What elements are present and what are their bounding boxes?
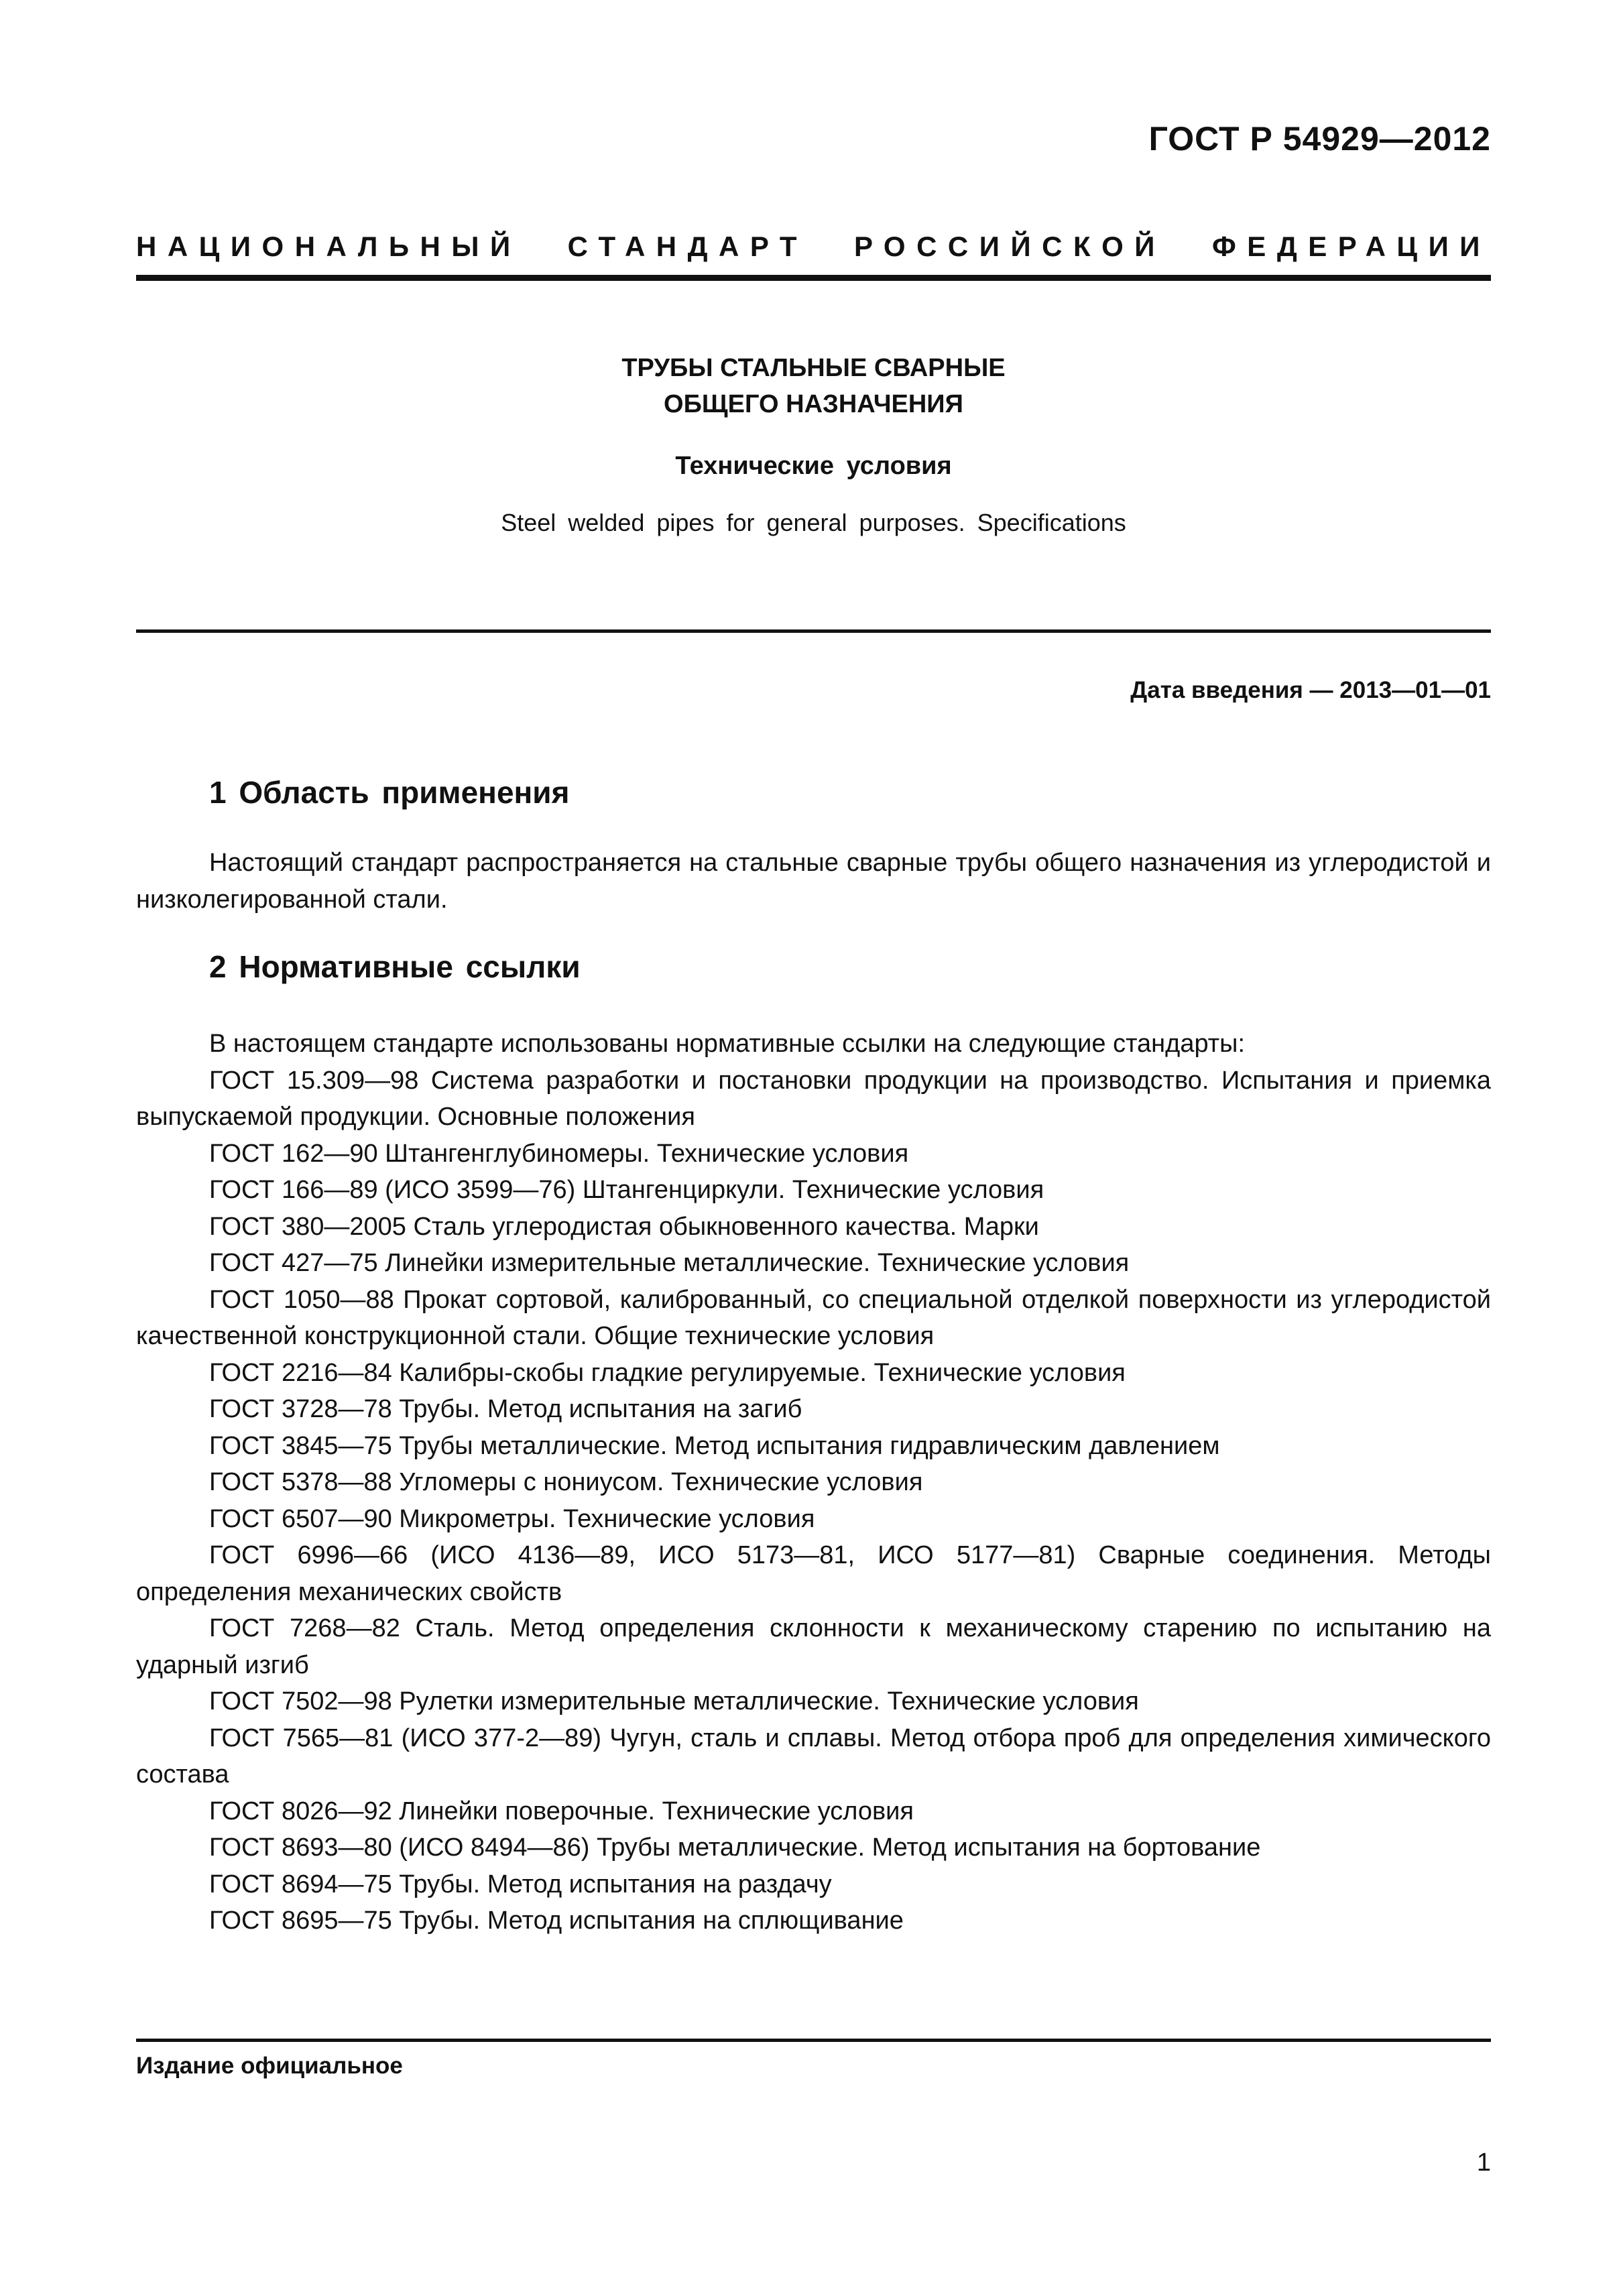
reference-item: ГОСТ 7502—98 Рулетки измерительные металлические. Технические условия (209, 1687, 1139, 1715)
section-1-body (136, 845, 1491, 918)
reference-item: ГОСТ 3728—78 Трубы. Метод испытания на загиб (209, 1395, 802, 1423)
national-title-word: ФЕДЕРАЦИИ (1211, 231, 1491, 262)
page-number: 1 (1476, 2149, 1491, 2177)
section-1-heading: 1 Область применения (209, 775, 570, 810)
reference-item: ГОСТ 8693—80 (ИСО 8494—86) Трубы металлические. Метод испытания на бортование (209, 1833, 1261, 1862)
footer-divider (136, 2039, 1491, 2042)
reference-item: ГОСТ 8694—75 Трубы. Метод испытания на раздачу (209, 1870, 832, 1898)
reference-item: ГОСТ 166—89 (ИСО 3599—76) Штангенциркули. Технические условия (209, 1176, 1044, 1204)
paragraph: Настоящий стандарт распространяется на стальные сварные трубы общего назначения из углеродистой и низколегированной стали. (136, 849, 1491, 914)
reference-item: ГОСТ 1050—88 Прокат сортовой, калиброванный, со специальной отделкой поверхности из углеродистой качественной конструкционной стали. Общие технические условия (136, 1285, 1491, 1350)
section-2-body (136, 1026, 1491, 1939)
national-standard-title (136, 231, 1491, 263)
title-divider (136, 629, 1491, 633)
introduction-date: Дата введения — 2013—01—01 (1130, 677, 1491, 703)
title-block (136, 350, 1491, 537)
reference-item: ГОСТ 7565—81 (ИСО 377-2—89) Чугун, сталь и сплавы. Метод отбора проб для определения химического состава (136, 1724, 1491, 1789)
reference-item: ГОСТ 380—2005 Сталь углеродистая обыкновенного качества. Марки (209, 1212, 1039, 1241)
english-title: Steel welded pipes for general purposes. Specifications (501, 509, 1126, 536)
reference-item: ГОСТ 6507—90 Микрометры. Технические условия (209, 1504, 815, 1533)
reference-item: ГОСТ 8695—75 Трубы. Метод испытания на сплющивание (209, 1907, 904, 1935)
paragraph: В настоящем стандарте использованы нормативные ссылки на следующие стандарты: (209, 1030, 1246, 1058)
reference-item: ГОСТ 2216—84 Калибры-скобы гладкие регулируемые. Технические условия (209, 1358, 1126, 1387)
national-title-word: РОССИЙСКОЙ (853, 231, 1166, 262)
national-title-word: НАЦИОНАЛЬНЫЙ (136, 231, 522, 262)
reference-item: ГОСТ 5378—88 Угломеры с нониусом. Технические условия (209, 1468, 923, 1496)
header-divider (136, 275, 1491, 281)
reference-item: ГОСТ 15.309—98 Система разработки и постановки продукции на производство. Испытания и приемка выпускаемой продукции. Основные положения (136, 1066, 1491, 1131)
document-number: ГОСТ Р 54929—2012 (1148, 120, 1491, 158)
reference-item: ГОСТ 162—90 Штангенглубиномеры. Технические условия (209, 1139, 909, 1168)
edition-label: Издание официальное (136, 2053, 403, 2079)
title-line-2: ОБЩЕГО НАЗНАЧЕНИЯ (664, 390, 963, 418)
national-title-word: СТАНДАРТ (567, 231, 808, 262)
reference-item: ГОСТ 6996—66 (ИСО 4136—89, ИСО 5173—81, ИСО 5177—81) Сварные соединения. Методы определения механических свойств (136, 1541, 1491, 1606)
document-subtitle: Технические условия (675, 452, 952, 480)
reference-item: ГОСТ 3845—75 Трубы металлические. Метод испытания гидравлическим давлением (209, 1431, 1220, 1460)
section-2-heading: 2 Нормативные ссылки (209, 949, 581, 984)
title-line-1: ТРУБЫ СТАЛЬНЫЕ СВАРНЫЕ (621, 354, 1006, 382)
reference-item: ГОСТ 7268—82 Сталь. Метод определения склонности к механическому старению по испытанию на ударный изгиб (136, 1614, 1491, 1679)
reference-item: ГОСТ 427—75 Линейки измерительные металлические. Технические условия (209, 1249, 1130, 1277)
document-title (136, 350, 1491, 422)
reference-item: ГОСТ 8026—92 Линейки поверочные. Технические условия (209, 1797, 914, 1825)
